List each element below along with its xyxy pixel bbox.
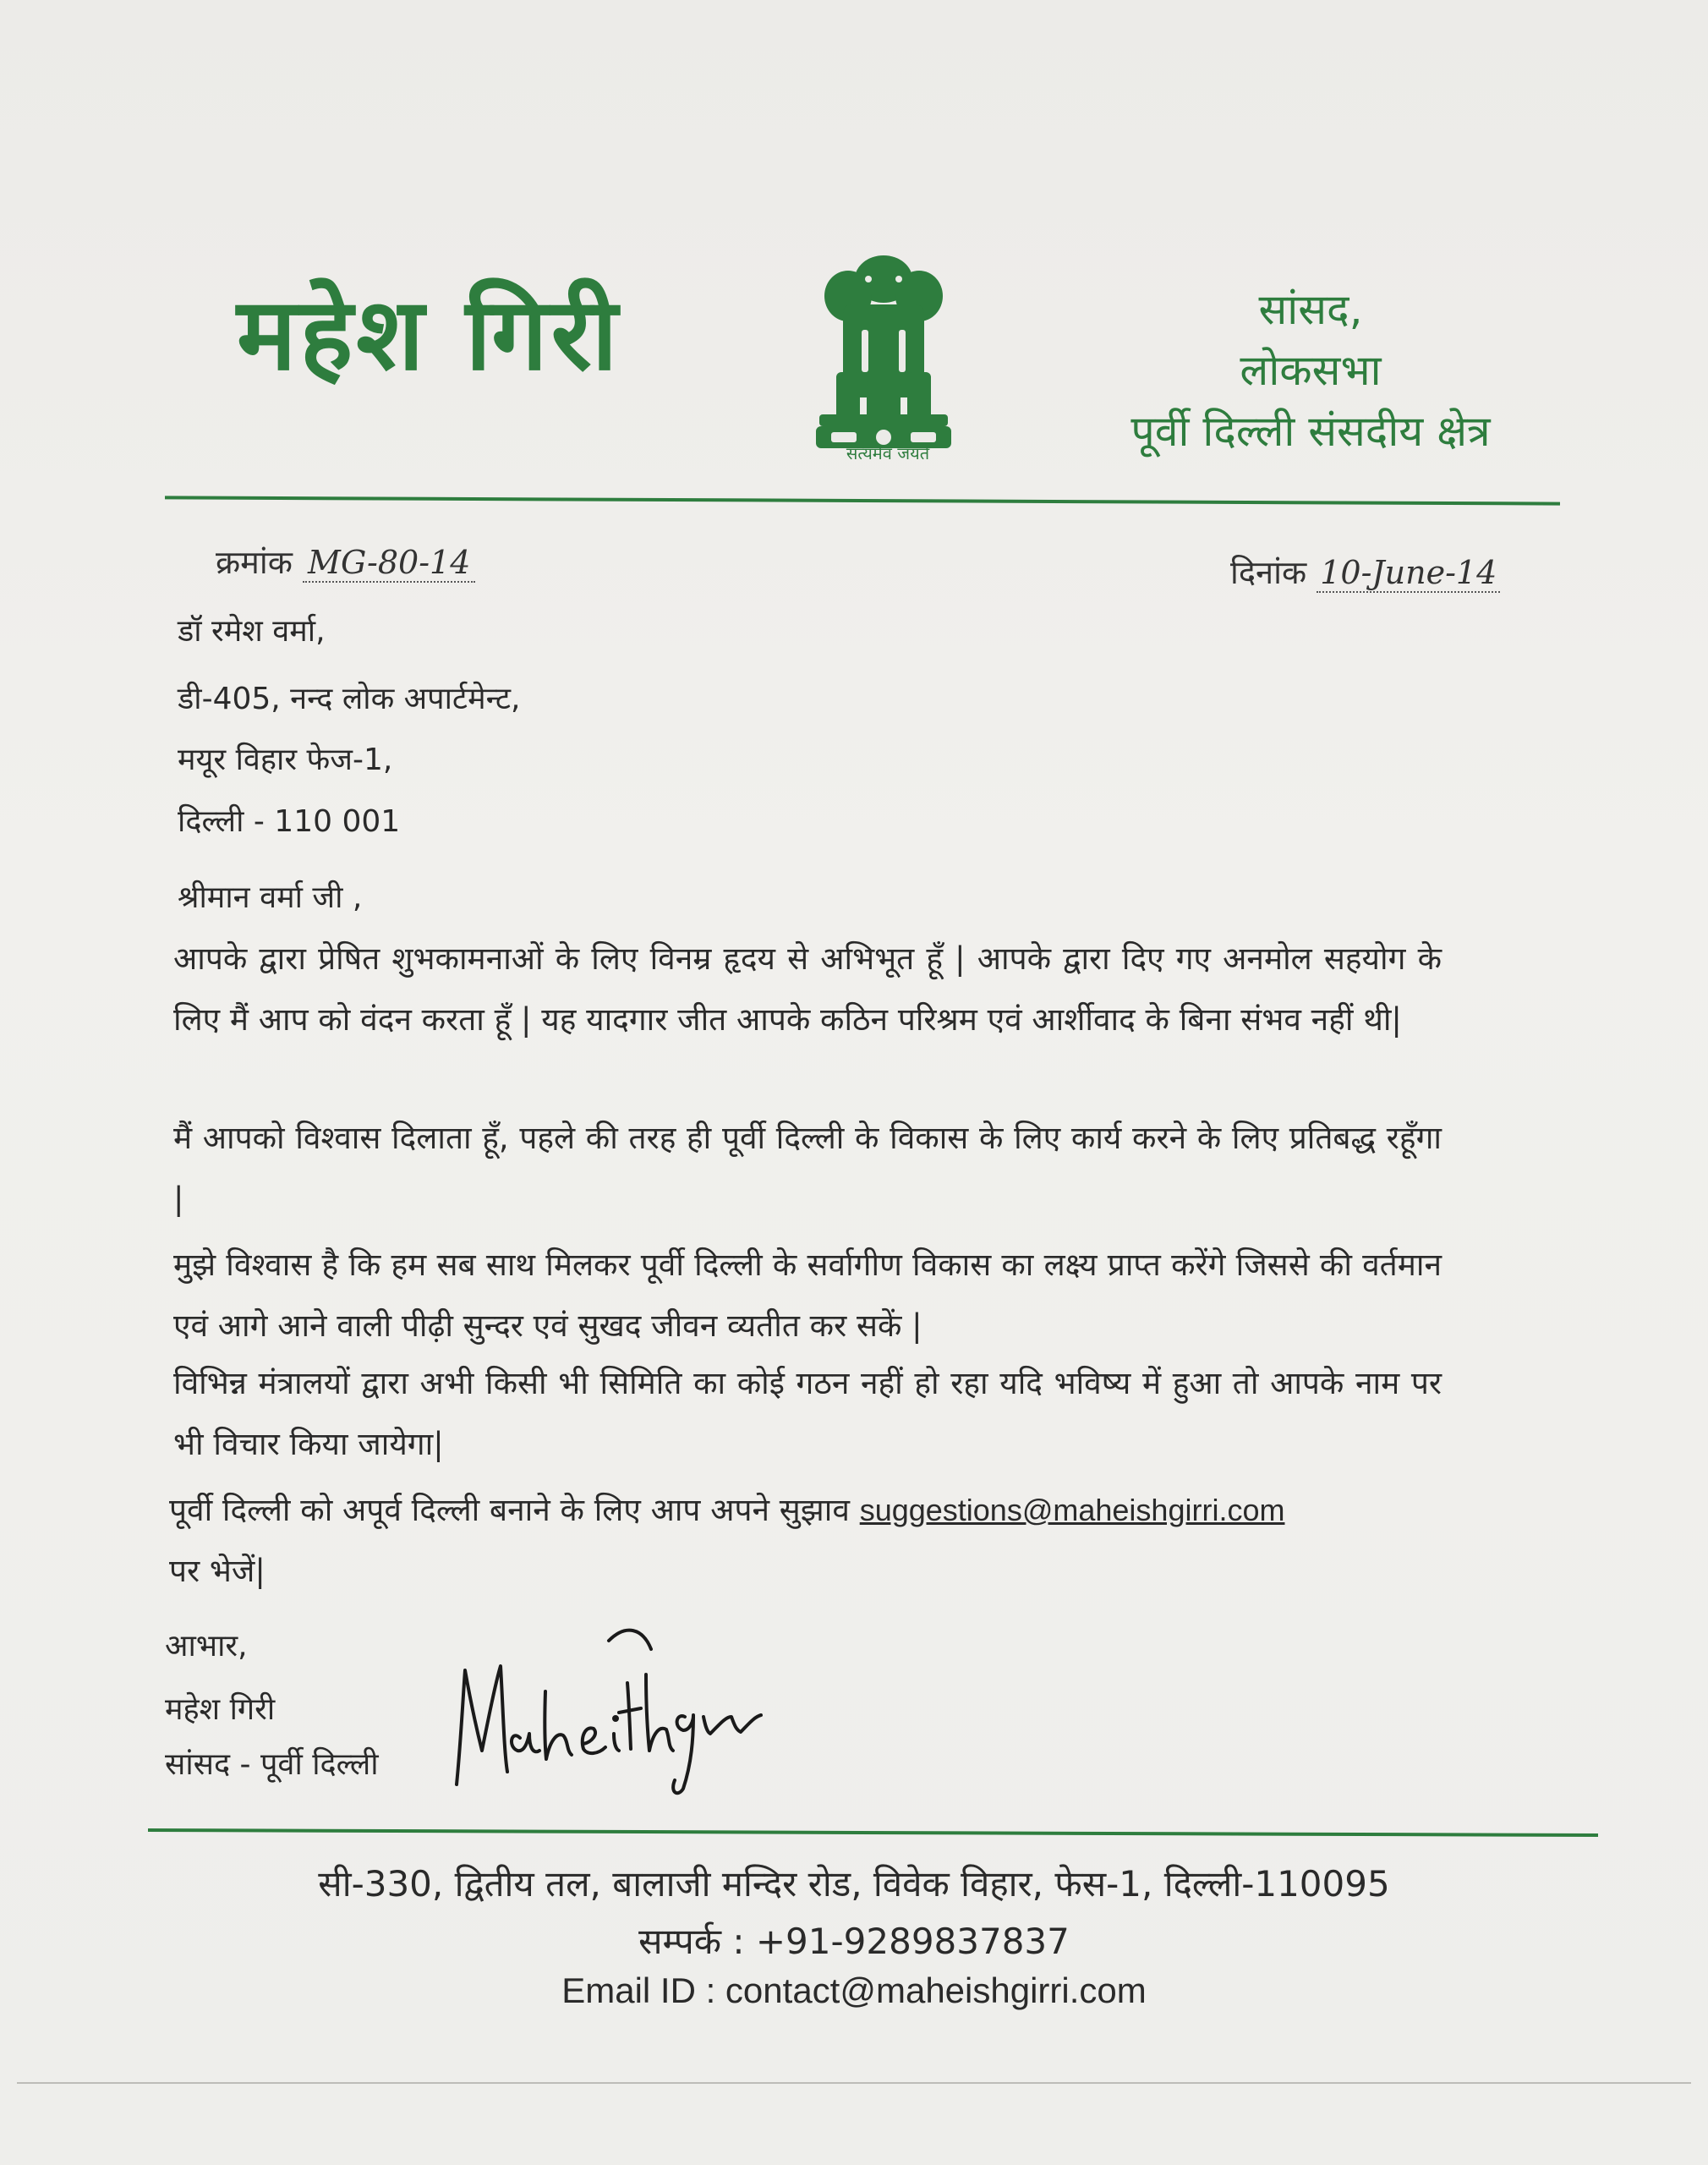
page-fold-line <box>17 2082 1691 2084</box>
designation-line: पूर्वी दिल्ली संसदीय क्षेत्र <box>1130 407 1491 456</box>
recipient-line: मयूर विहार फेज-1, <box>178 743 393 777</box>
letterhead-name: महेश गिरी <box>237 276 621 392</box>
designation-block <box>1074 279 1547 462</box>
closing-name: महेश गिरी <box>165 1692 276 1727</box>
reference-label: क्रमांक <box>216 544 293 581</box>
footer-email: Email ID : contact@maheishgirri.com <box>561 1970 1147 2010</box>
reference-value: MG-80-14 <box>303 544 475 583</box>
body-paragraph-2: मैं आपको विश्वास दिलाता हूँ, पहले की तरह ही पूर्वी दिल्ली के विकास के लिए कार्य करने के लिए प्रतिबद्ध रहूँगा | <box>173 1120 1442 1217</box>
footer-divider <box>148 1828 1598 1837</box>
closing-thanks: आभार, <box>165 1629 248 1663</box>
suggestion-text: पूर्वी दिल्ली को अपूर्व दिल्ली बनाने के लिए आप अपने सुझाव <box>169 1492 850 1528</box>
body-paragraph-1: आपके द्वारा प्रेषित शुभकामनाओं के लिए विनम्र हृदय से अभिभूत हूँ | आपके द्वारा दिए गए अनमोल सहयोग के लिए मैं आप को वंदन करता हूँ | यह यादगार जीत आपके कठिन परिश्रम एवं आर्शीवाद के बिना संभव नहीं थी| <box>173 940 1442 1038</box>
body-paragraph-3: मुझे विश्वास है कि हम सब साथ मिलकर पूर्वी दिल्ली के सर्वागीण विकास का लक्ष्य प्राप्त करेंगे जिससे की वर्तमान एवं आगे आने वाली पीढ़ी सुन्दर एवं सुखद जीवन व्यतीत कर सकें | <box>173 1247 1442 1344</box>
footer-phone: सम्पर्क : +91-9289837837 <box>638 1921 1070 1962</box>
suggestion-text-end: पर भेजें| <box>169 1553 266 1589</box>
body-paragraph-4: विभिन्न मंत्रालयों द्वारा अभी किसी भी सिमिति का कोई गठन नहीं हो रहा यदि भविष्य में हुआ तो आपके नाम पर भी विचार किया जायेगा| <box>173 1365 1442 1462</box>
recipient-line: दिल्ली - 110 001 <box>178 804 401 839</box>
header-divider <box>165 496 1560 505</box>
recipient-line: डी-405, नन्द लोक अपार्टमेन्ट, <box>178 682 521 716</box>
footer-address: सी-330, द्वितीय तल, बालाजी मन्दिर रोड, विवेक विहार, फेस-1, दिल्ली-110095 <box>318 1863 1390 1905</box>
reference-number <box>216 540 475 584</box>
suggestions-email-link[interactable]: suggestions@maheishgirri.com <box>859 1493 1285 1527</box>
designation-line: लोकसभा <box>1240 346 1382 395</box>
recipient-line: डॉ रमेश वर्मा, <box>178 614 326 649</box>
salutation: श्रीमान वर्मा जी , <box>178 880 363 915</box>
date-value: 10-June-14 <box>1317 554 1500 593</box>
national-emblem-icon <box>807 245 960 474</box>
closing-designation: सांसद - पूर्वी दिल्ली <box>165 1747 379 1782</box>
emblem-motto: सत्यमेव जयते <box>846 443 930 463</box>
date-label: दिनांक <box>1230 554 1307 591</box>
designation-line: सांसद, <box>1258 285 1363 334</box>
body-paragraph-5 <box>169 1480 1437 1602</box>
letter-date <box>1230 550 1500 594</box>
handwritten-signature <box>440 1590 769 1810</box>
